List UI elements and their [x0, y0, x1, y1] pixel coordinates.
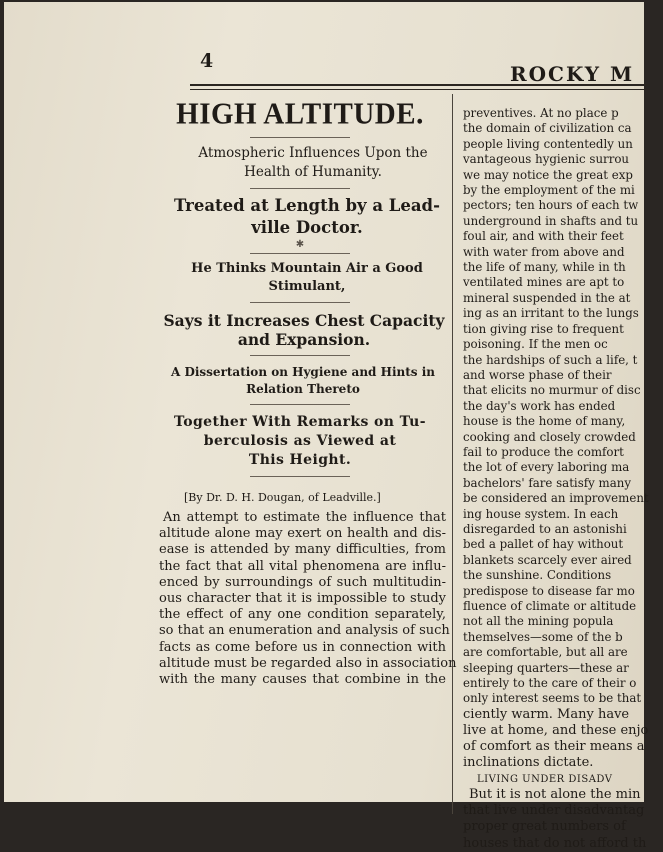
body-line: predispose to disease far mo — [463, 583, 635, 598]
body-line: the domain of civilization ca — [463, 121, 632, 136]
body-line: the life of many, while in th — [463, 260, 626, 275]
body-line: altitude alone may exert on health and dis- — [159, 526, 446, 542]
body-line: by the employment of the mi — [463, 183, 635, 198]
body-line: entirely to the care of their o — [463, 676, 637, 691]
body-line: inclinations dictate. — [463, 755, 594, 771]
body-line: with the many causes that combine in the — [159, 672, 446, 688]
body-line: blankets scarcely ever aired — [463, 552, 632, 567]
column-divider — [452, 94, 453, 814]
byline: [By Dr. D. H. Dougan, of Leadville.] — [184, 491, 381, 504]
body-line: underground in shafts and tu — [463, 213, 639, 228]
body-line: poisoning. If the men oc — [463, 337, 608, 352]
body-line: and worse phase of their — [463, 367, 612, 382]
divider — [250, 355, 350, 356]
body-line: the effect of any one condition separately, — [159, 607, 446, 623]
body-line: altitude must be regarded also in association — [159, 655, 457, 671]
body-line: with water from above and — [463, 244, 625, 259]
body-line: preventives. At no place p — [463, 106, 619, 120]
body-line: enced by surroundings of such multitudin- — [159, 574, 446, 590]
article-column-right — [463, 106, 663, 852]
masthead: ROCKY M — [510, 62, 635, 86]
deck-line: berculosis as Viewed at — [203, 433, 397, 449]
page-number: 4 — [200, 50, 214, 72]
body-line: the sunshine. Conditions — [463, 568, 612, 583]
body-line: that elicits no murmur of disc — [463, 383, 641, 398]
divider — [250, 253, 350, 254]
deck-line: ville Doctor. — [251, 218, 363, 237]
headline: HIGH ALTITUDE. — [176, 97, 424, 131]
header-rule-thin — [190, 89, 650, 90]
body-line: fluence of climate or altitude — [463, 599, 637, 613]
body-line: facts as come before us in connection with — [159, 639, 446, 655]
body-line: disregarded to an astonishi — [463, 521, 627, 536]
body-line: so that an enumeration and analysis of such — [159, 623, 450, 639]
deck-line: A Dissertation on Hygiene and Hints in — [170, 365, 436, 379]
divider — [250, 137, 350, 138]
body-line: fail to produce the comfort — [463, 444, 624, 459]
body-line: of comfort as their means a — [463, 739, 645, 755]
body-line: themselves—some of the b — [463, 629, 623, 644]
body-line: cooking and closely crowded — [463, 429, 636, 444]
body-line: the fact that all vital phenomena are influ- — [159, 558, 446, 574]
deck-hygiene — [154, 364, 446, 398]
body-line: house is the home of many, — [463, 414, 626, 429]
body-line: bachelors' fare satisfy many — [463, 475, 632, 490]
body-line: ing as an irritant to the lungs — [463, 306, 639, 321]
deck-line: Together With Remarks on Tu- — [174, 414, 426, 430]
deck-line: This Height. — [248, 452, 352, 468]
body-line: live at home, and these enjo — [463, 723, 649, 739]
body-line: But it is not alone the min — [469, 787, 641, 803]
body-line: ease is attended by many difficulties, from — [159, 542, 446, 558]
body-line: ous character that it is impossible to study — [159, 591, 446, 607]
body-line: tion giving rise to frequent — [463, 321, 624, 336]
body-line: vantageous hygienic surrou — [463, 152, 630, 167]
deck-line: Treated at Length by a Lead- — [174, 196, 440, 215]
ornament-mark: ✱ — [295, 239, 305, 250]
body-line: the day's work has ended — [463, 398, 616, 413]
body-line: mineral suspended in the at — [463, 290, 631, 305]
body-line: ventilated mines are apt to — [463, 275, 625, 290]
divider — [250, 302, 350, 303]
body-line: that live under disadvantag — [463, 803, 645, 819]
body-line: ing house system. In each — [463, 506, 619, 521]
body-line: not all the mining popula — [463, 614, 614, 629]
article-column-left — [154, 94, 457, 688]
divider — [250, 476, 350, 477]
article-body-left — [154, 510, 457, 688]
deck-line: Relation Thereto — [246, 382, 360, 396]
body-line: foul air, and with their feet — [463, 229, 624, 244]
newspaper-page — [4, 2, 649, 851]
divider — [250, 188, 350, 189]
body-line: pectors; ten hours of each tw — [463, 198, 639, 213]
deck-mountain-air — [154, 260, 446, 296]
deck-atmospheric — [154, 144, 446, 182]
deck-line: Health of Humanity. — [244, 164, 382, 180]
body-line: An attempt to estimate the influence that — [163, 510, 446, 525]
section-subhead: LIVING UNDER DISADV — [477, 773, 613, 785]
body-line: we may notice the great exp — [463, 167, 633, 182]
body-line: the lot of every laboring ma — [463, 460, 630, 475]
body-line: sleeping quarters—these ar — [463, 660, 629, 675]
deck-treated — [154, 195, 446, 239]
body-line: proper great numbers of — [463, 819, 626, 835]
body-line: only interest seems to be that — [463, 691, 642, 706]
deck-chest-capacity — [154, 311, 446, 349]
deck-tuberculosis — [154, 413, 446, 470]
deck-line: Stimulant, — [268, 279, 346, 294]
body-line: people living contentedly un — [463, 136, 633, 151]
deck-line: Says it Increases Chest Capacity — [163, 311, 445, 330]
deck-line: and Expansion. — [237, 330, 371, 349]
deck-line: He Thinks Mountain Air a Good — [191, 261, 423, 276]
body-line: bed a pallet of hay without — [463, 537, 624, 552]
body-line: ciently warm. Many have — [463, 706, 630, 722]
body-line: are comfortable, but all are — [463, 645, 628, 660]
divider — [250, 404, 350, 405]
body-line: houses that do not afford th — [463, 835, 647, 851]
deck-line: Atmospheric Influences Upon the — [198, 145, 428, 161]
body-line: be considered an improvement — [463, 491, 649, 506]
body-line: the hardships of such a life, t — [463, 352, 638, 367]
header-rule — [190, 84, 650, 86]
